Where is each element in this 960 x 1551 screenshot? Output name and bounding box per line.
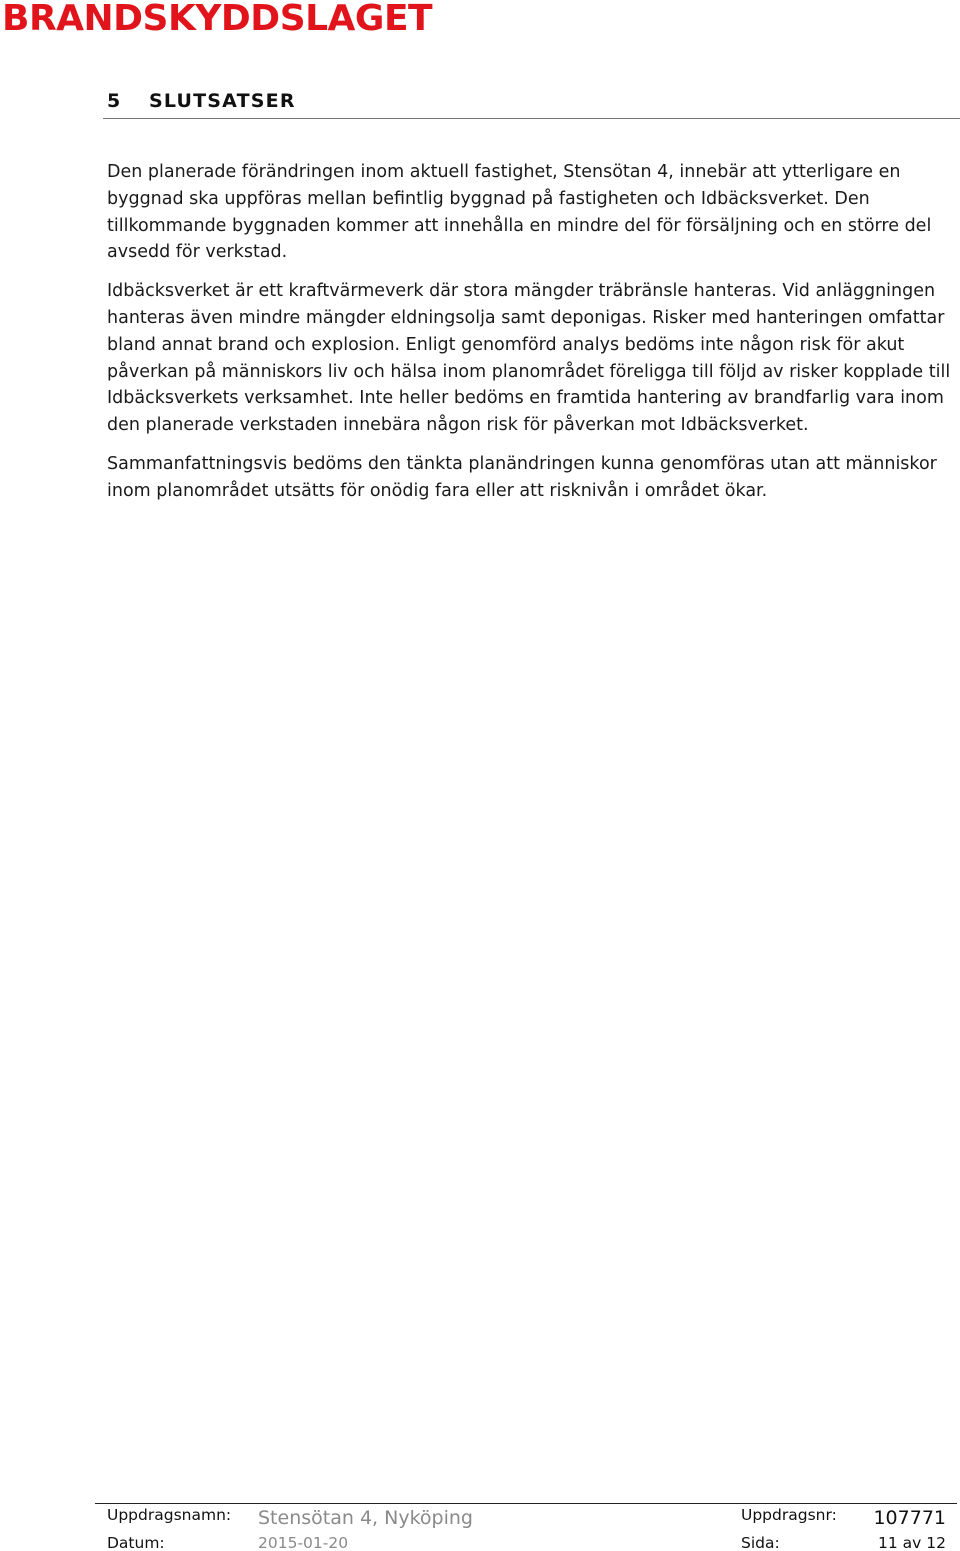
page-label: Sida: xyxy=(741,1534,780,1551)
footer-row-assignment xyxy=(0,1504,960,1530)
assignment-name-label: Uppdragsnamn: xyxy=(107,1506,232,1524)
section-number: 5 xyxy=(107,90,122,112)
company-logo: BRANDSKYDDSLAGET xyxy=(2,0,433,39)
assignment-name-value: Stensötan 4, Nyköping xyxy=(258,1507,473,1529)
section-title: SLUTSATSER xyxy=(149,90,296,112)
paragraph-2: Idbäcksverket är ett kraftvärmeverk där stora mängder träbränsle hanteras. Vid anläggningen hanteras även mindre mängder eldningsolja samt deponigas. Risker med hanteringen omfattar bland annat brand och explosion. Enligt genomförd analys bedöms inte någon risk för akut påverkan på människors liv och hälsa inom planområdet föreligga till följd av risker kopplade till Idbäcksverkets verksamhet. Inte heller bedöms en framtida hantering av brandfarlig vara inom den planerade verkstaden innebära någon risk för påverkan mot Idbäcksverket. xyxy=(107,281,951,436)
footer-row-date xyxy=(0,1531,960,1551)
page-number: 11 av 12 xyxy=(878,1534,946,1551)
paragraph-1: Den planerade förändringen inom aktuell fastighet, Stensötan 4, innebär att ytterligare en byggnad ska uppföras mellan befintlig byggnad på fastigheten och Idbäcksverket. Den tillkommande byggnaden kommer att innehålla en mindre del för försäljning och en större del avsedd för verkstad. xyxy=(107,162,932,263)
paragraph-3: Sammanfattningsvis bedöms den tänkta planändringen kunna genomföras utan att människor inom planområdet utsätts för onödig fara eller att risknivån i området ökar. xyxy=(107,453,937,501)
document-body xyxy=(107,159,957,517)
assignment-number-value: 107771 xyxy=(873,1507,946,1529)
assignment-number-label: Uppdragsnr: xyxy=(741,1506,837,1524)
section-heading xyxy=(107,90,296,112)
heading-divider xyxy=(103,118,960,119)
date-label: Datum: xyxy=(107,1534,165,1551)
date-value: 2015-01-20 xyxy=(258,1534,349,1551)
